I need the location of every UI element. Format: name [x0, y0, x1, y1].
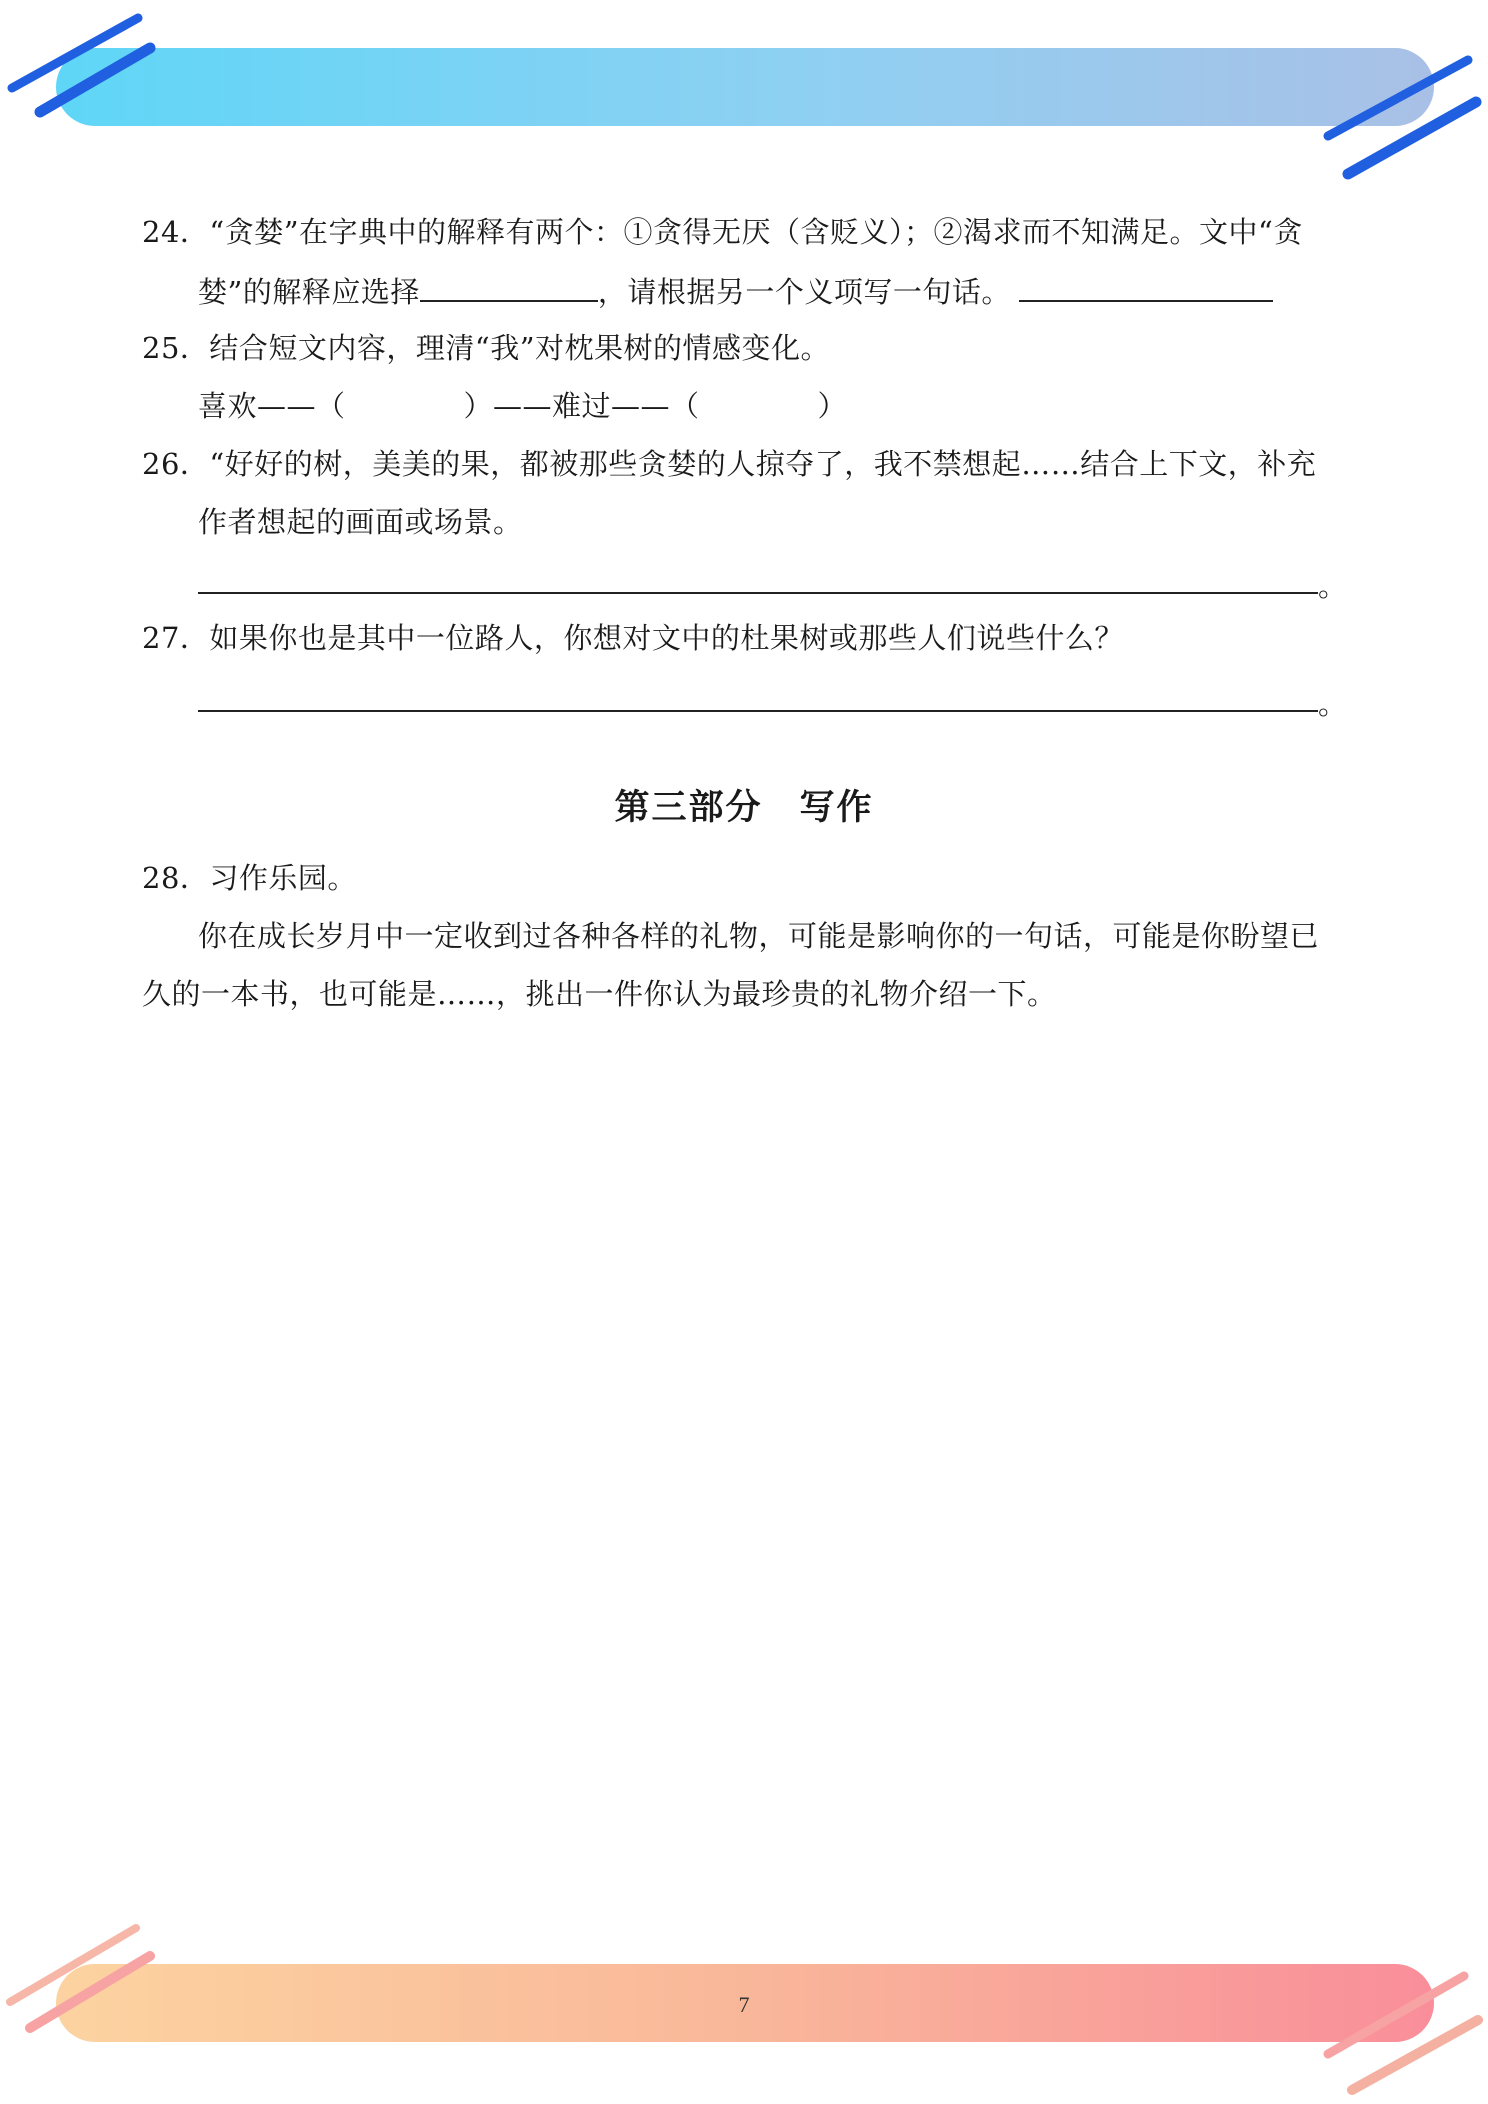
q26-end-mark: 。 — [1318, 569, 1348, 603]
q24-line2 — [198, 270, 1273, 312]
section-title: 第三部分 写作 — [614, 788, 874, 828]
q26-line2: 作者想起的画面或场景。 — [198, 505, 523, 539]
q28-line1: 28．习作乐园。 — [142, 861, 357, 895]
q25-line2: 喜欢——（ ）——难过——（ ） — [198, 389, 848, 423]
q28-line3: 久的一本书，也可能是……，挑出一件你认为最珍贵的礼物介绍一下。 — [142, 977, 1057, 1011]
q26-line1: 26．“好好的树，美美的果，都被那些贪婪的人掠夺了，我不禁想起……结合上下文，补充 — [142, 447, 1317, 481]
q28-line2: 你在成长岁月中一定收到过各种各样的礼物，可能是影响你的一句话，可能是你盼望已 — [198, 919, 1320, 953]
page-number: 7 — [738, 1992, 750, 2017]
q24-blank-choice[interactable] — [420, 270, 598, 302]
q27-line1: 27．如果你也是其中一位路人，你想对文中的杜果树或那些人们说些什么？ — [142, 621, 1124, 655]
q24-line1: 24．“贪婪”在字典中的解释有两个：①贪得无厌（含贬义）；②渴求而不知满足。文中“贪 — [142, 215, 1303, 249]
q25-line1: 25．结合短文内容，理清“我”对枕果树的情感变化。 — [142, 331, 831, 365]
q27-end-mark: 。 — [1318, 687, 1348, 721]
q26-answer-line[interactable] — [198, 592, 1318, 594]
q24-blank-sentence[interactable] — [1019, 270, 1273, 302]
q24-line2-text-a: 婪”的解释应选择 — [198, 275, 420, 309]
q24-line2-text-b: ，请根据另一个义项写一句话。 — [597, 275, 1011, 309]
header-band — [56, 48, 1434, 126]
q27-answer-line[interactable] — [198, 710, 1318, 712]
